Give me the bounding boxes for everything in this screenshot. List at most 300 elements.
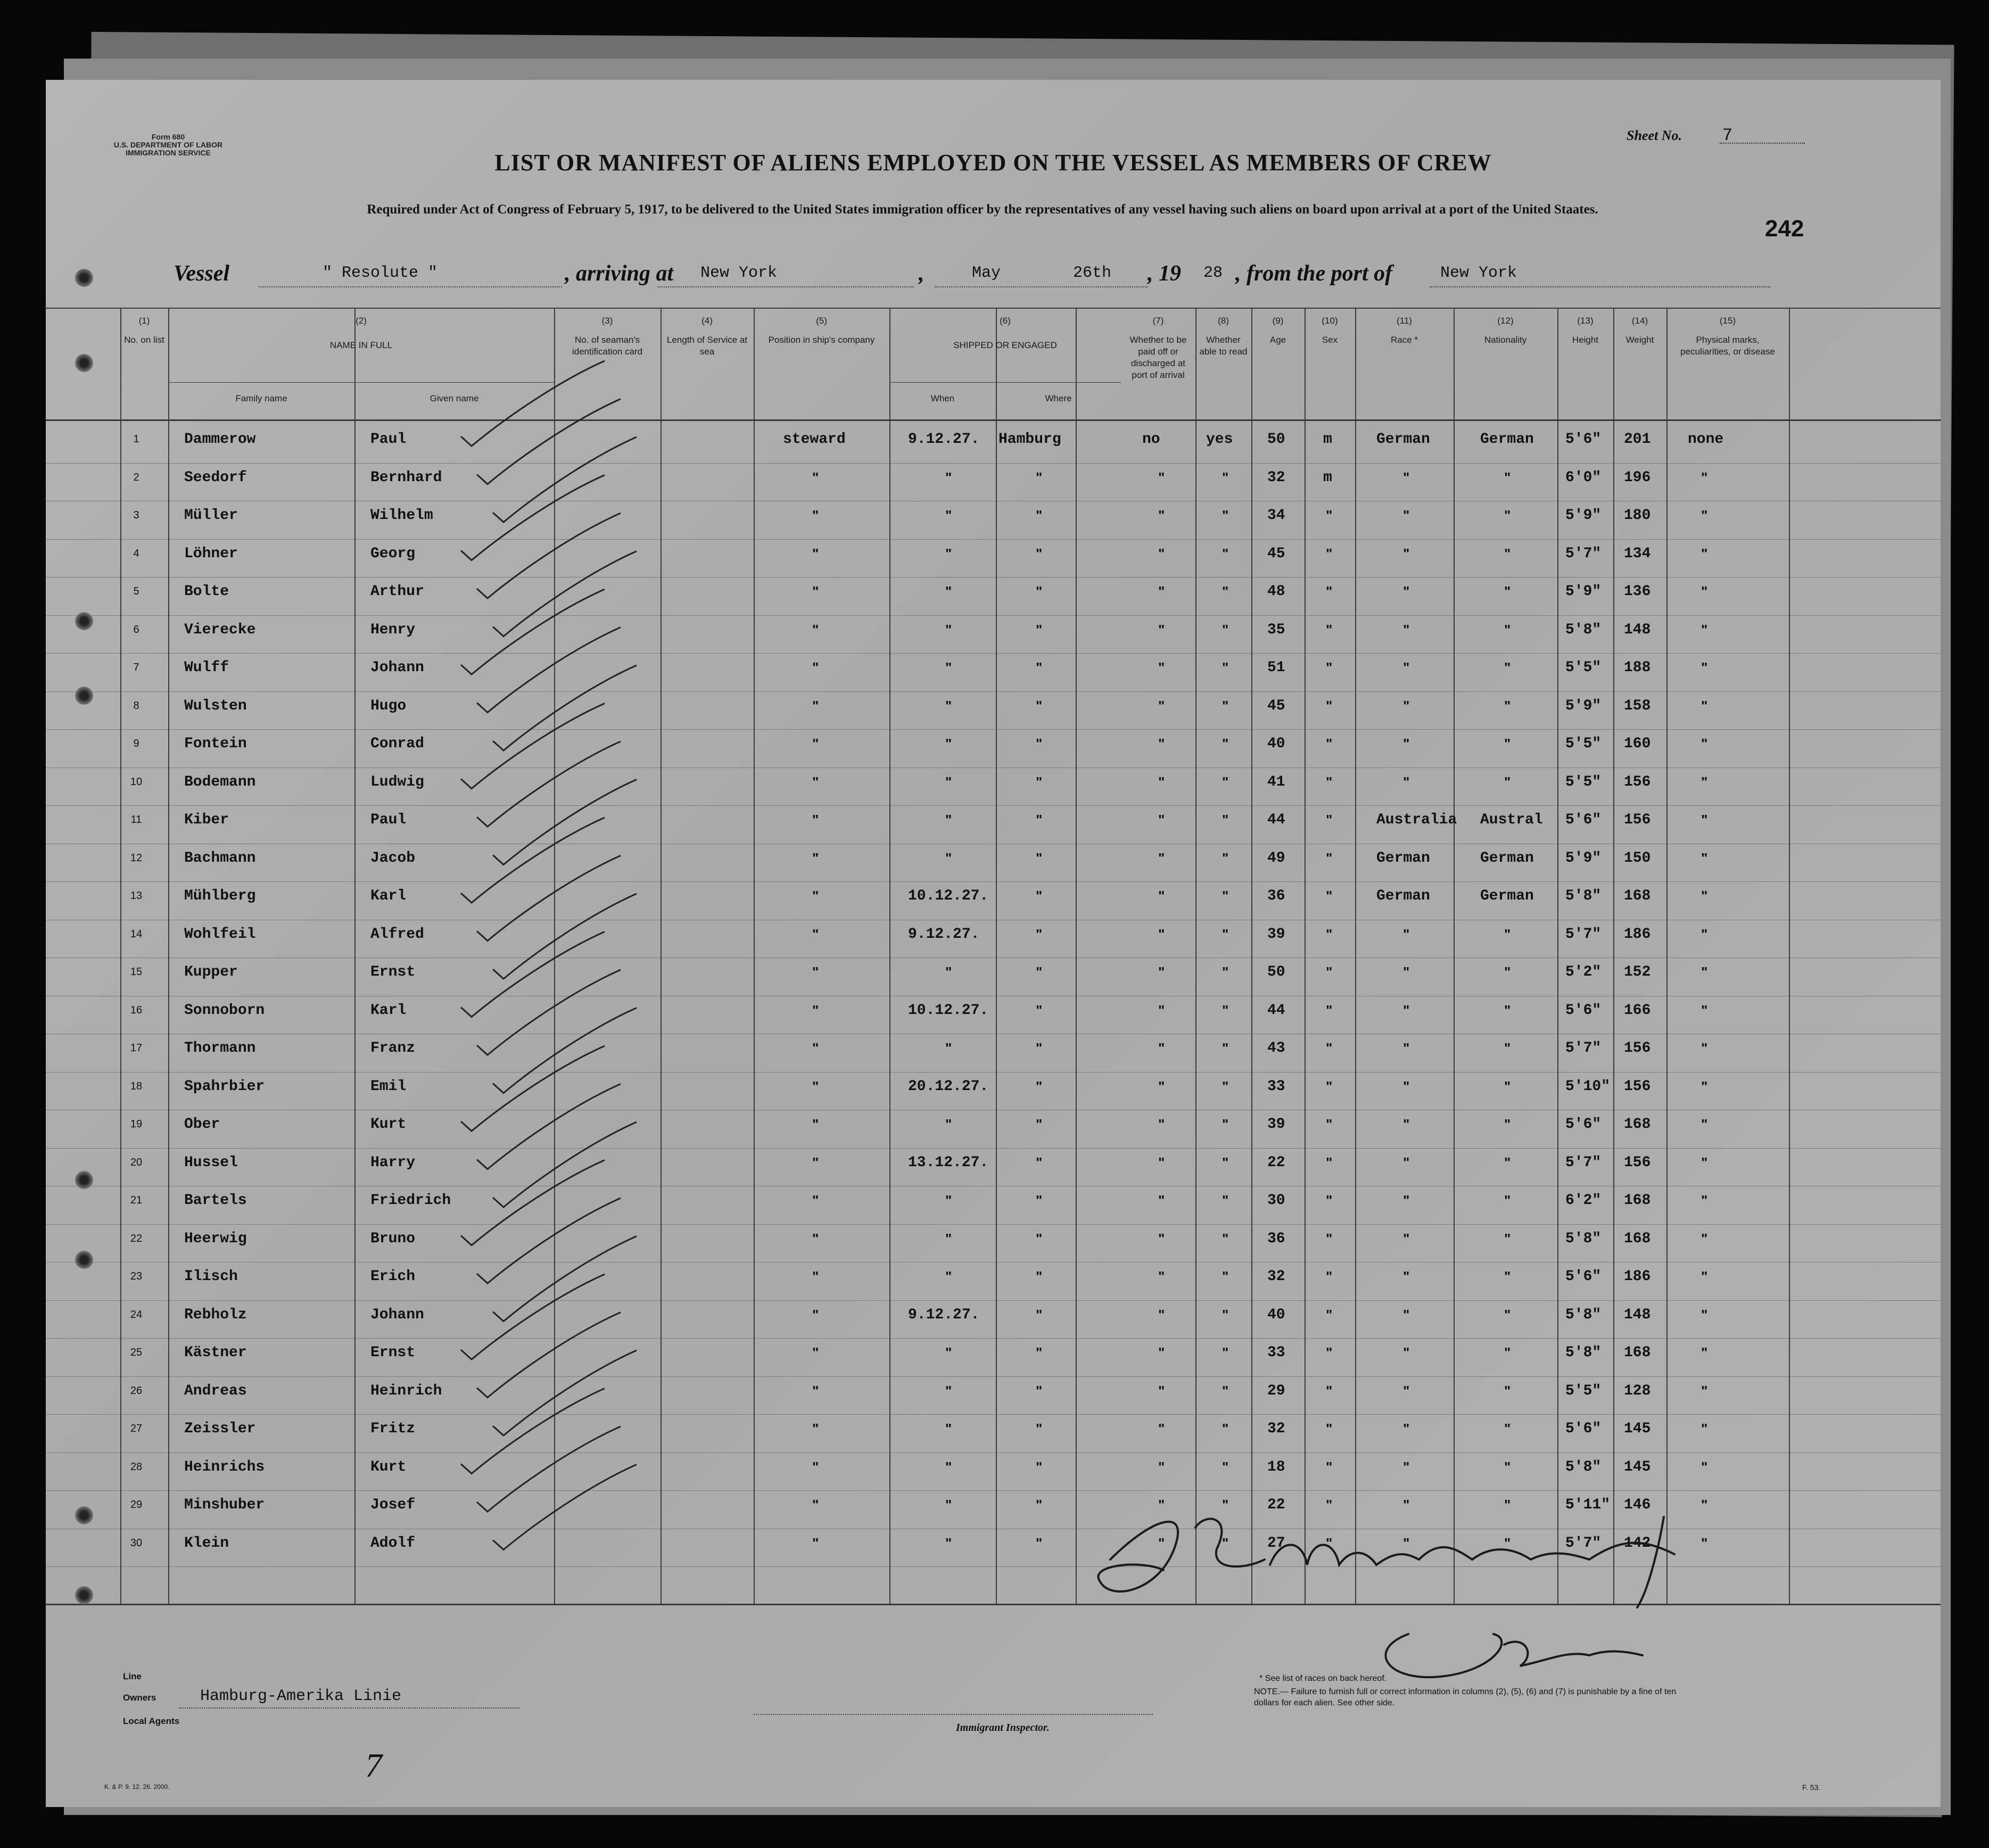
family-name: Fontein <box>184 736 247 752</box>
binding-hole <box>75 687 93 705</box>
column-subheader: Where <box>1045 393 1072 403</box>
date-comma: , <box>919 261 925 286</box>
race-ditto: " <box>1403 1116 1410 1132</box>
weight: 142 <box>1624 1534 1651 1552</box>
weight: 150 <box>1624 849 1651 867</box>
given-name: Karl <box>370 888 407 904</box>
weight: 156 <box>1624 1154 1651 1171</box>
able-to-read-ditto: " <box>1222 1534 1229 1551</box>
height: 5'5" <box>1565 1382 1602 1399</box>
race: Australia <box>1376 812 1457 828</box>
paid-off-ditto: " <box>1158 1306 1165 1323</box>
sex-ditto: " <box>1326 888 1333 904</box>
shipped-where-ditto: " <box>1036 1421 1043 1437</box>
physical-marks-ditto: " <box>1701 1116 1708 1132</box>
paid-off-ditto: " <box>1158 583 1165 599</box>
nationality-ditto: " <box>1504 583 1511 599</box>
row-number: 23 <box>130 1270 143 1282</box>
given-name: Paul <box>370 431 407 448</box>
height: 5'7" <box>1565 926 1602 943</box>
position-ditto: " <box>812 1458 819 1475</box>
able-to-read-ditto: " <box>1222 583 1229 599</box>
check-mark <box>461 1160 605 1245</box>
shipped-when-ditto: " <box>945 1116 952 1132</box>
position-ditto: " <box>812 697 819 714</box>
check-mark <box>493 551 637 637</box>
sex-ditto: " <box>1326 1116 1333 1132</box>
shipped-when: 20.12.27. <box>908 1078 989 1095</box>
shipped-when-ditto: " <box>945 1040 952 1056</box>
height: 5'5" <box>1565 736 1602 752</box>
shipped-where-ditto: " <box>1036 1458 1043 1475</box>
shipped-when-ditto: " <box>945 964 952 980</box>
check-mark <box>461 704 605 789</box>
manifest-subtitle: Required under Act of Congress of February 5, 1917, to be delivered to the United States immigration officer by the representatives of any vessel having such aliens on board upon arrival at a port of the United Staates. <box>367 202 1598 217</box>
check-mark <box>477 1313 621 1398</box>
given-name: Hugo <box>370 697 407 714</box>
paid-off-ditto: " <box>1158 849 1165 866</box>
sex-ditto: " <box>1326 1002 1333 1018</box>
given-name: Ernst <box>370 964 416 980</box>
sex-ditto: " <box>1326 736 1333 752</box>
position-ditto: " <box>812 1421 819 1437</box>
family-name: Dammerow <box>184 431 256 448</box>
family-name: Spahrbier <box>184 1078 265 1095</box>
owners-value: Hamburg-Amerika Linie <box>200 1687 402 1705</box>
physical-marks-ditto: " <box>1701 888 1708 904</box>
height: 5'9" <box>1565 507 1602 524</box>
race-ditto: " <box>1403 1002 1410 1018</box>
nationality-ditto: " <box>1504 659 1511 675</box>
able-to-read-ditto: " <box>1222 1382 1229 1399</box>
family-name: Andreas <box>184 1382 247 1399</box>
position-ditto: " <box>812 1382 819 1399</box>
shipped-when: 9.12.27. <box>908 926 980 943</box>
column-header-15: Physical marks, peculiarities, or disease <box>1680 335 1775 357</box>
shipped-where-ditto: " <box>1036 926 1043 942</box>
shipped-when-ditto: " <box>945 545 952 562</box>
column-number-5: (5) <box>816 316 827 326</box>
row-number: 18 <box>130 1080 143 1092</box>
column-number-3: (3) <box>601 316 613 326</box>
binding-hole <box>75 1171 93 1189</box>
sex-ditto: " <box>1326 812 1333 828</box>
weight: 168 <box>1624 888 1651 904</box>
year-prefix: , 19 <box>1148 261 1181 286</box>
paid-off-ditto: " <box>1158 812 1165 828</box>
sex-ditto: " <box>1326 621 1333 638</box>
physical-marks-ditto: " <box>1701 469 1708 485</box>
nationality-ditto: " <box>1504 1344 1511 1360</box>
age: 33 <box>1267 1344 1285 1361</box>
able-to-read-ditto: " <box>1222 888 1229 904</box>
sheet-number-value: 7 <box>1722 126 1733 145</box>
inspector-signature <box>46 80 1941 1807</box>
age: 34 <box>1267 507 1285 524</box>
weight: 168 <box>1624 1344 1651 1361</box>
column-header-8: Whether able to read <box>1199 335 1248 357</box>
nationality-ditto: " <box>1504 1497 1511 1513</box>
column-number-9: (9) <box>1272 316 1284 326</box>
sex-ditto: " <box>1326 1421 1333 1437</box>
row-number: 24 <box>130 1308 143 1321</box>
given-name: Harry <box>370 1154 416 1171</box>
age: 18 <box>1267 1458 1285 1475</box>
family-name: Löhner <box>184 545 238 562</box>
physical-marks-ditto: " <box>1701 621 1708 638</box>
height: 5'11" <box>1565 1497 1611 1513</box>
column-subheader: Given name <box>430 393 479 403</box>
binding-hole <box>75 354 93 372</box>
physical-marks-ditto: " <box>1701 1344 1708 1360</box>
position-ditto: " <box>812 849 819 866</box>
weight: 148 <box>1624 621 1651 638</box>
sex: m <box>1323 469 1332 486</box>
row-number: 27 <box>130 1423 143 1434</box>
arrival-year: 28 <box>1203 264 1223 282</box>
physical-marks-ditto: " <box>1701 697 1708 714</box>
sex-ditto: " <box>1326 849 1333 866</box>
position-ditto: " <box>812 1344 819 1360</box>
race-ditto: " <box>1403 1230 1410 1247</box>
row-number: 30 <box>130 1537 143 1549</box>
position-ditto: " <box>812 1534 819 1551</box>
able-to-read-ditto: " <box>1222 1116 1229 1132</box>
row-number: 1 <box>133 433 139 445</box>
able-to-read-ditto: " <box>1222 659 1229 675</box>
height: 5'9" <box>1565 697 1602 714</box>
age: 32 <box>1267 1268 1285 1285</box>
paid-off-ditto: " <box>1158 964 1165 980</box>
shipped-when-ditto: " <box>945 1230 952 1247</box>
given-name: Heinrich <box>370 1382 442 1399</box>
row-number: 12 <box>130 852 143 864</box>
row-number: 21 <box>130 1194 143 1206</box>
age: 36 <box>1267 888 1285 904</box>
weight: 152 <box>1624 964 1651 980</box>
shipped-where-ditto: " <box>1036 1534 1043 1551</box>
check-mark <box>477 741 621 827</box>
nationality-ditto: " <box>1504 621 1511 638</box>
row-number: 26 <box>130 1384 143 1397</box>
position-ditto: " <box>812 736 819 752</box>
physical-marks-ditto: " <box>1701 1002 1708 1018</box>
given-name: Josef <box>370 1497 416 1513</box>
position-ditto: " <box>812 1154 819 1170</box>
position-ditto: " <box>812 812 819 828</box>
physical-marks-ditto: " <box>1701 1421 1708 1437</box>
column-number-14: (14) <box>1631 316 1648 326</box>
sex-ditto: " <box>1326 1192 1333 1208</box>
column-number-10: (10) <box>1322 316 1338 326</box>
given-name: Franz <box>370 1040 416 1057</box>
paid-off-ditto: " <box>1158 507 1165 523</box>
check-mark <box>477 513 621 598</box>
given-name: Bernhard <box>370 469 442 486</box>
check-mark <box>493 1236 637 1322</box>
check-mark <box>493 894 637 979</box>
paid-off-ditto: " <box>1158 1268 1165 1284</box>
position-ditto: " <box>812 621 819 638</box>
nationality-ditto: " <box>1504 697 1511 714</box>
check-mark <box>461 1274 605 1359</box>
column-number-15: (15) <box>1719 316 1736 326</box>
given-name: Bruno <box>370 1230 416 1247</box>
check-mark <box>477 856 621 941</box>
sex-ditto: " <box>1326 1534 1333 1551</box>
paid-off-ditto: " <box>1158 659 1165 675</box>
position-ditto: " <box>812 545 819 562</box>
column-header-1: No. on list <box>124 335 164 345</box>
check-mark <box>461 475 605 560</box>
race-ditto: " <box>1403 507 1410 523</box>
paid-off-ditto: " <box>1158 888 1165 904</box>
weight: 168 <box>1624 1116 1651 1133</box>
shipped-when: 9.12.27. <box>908 431 980 448</box>
age: 39 <box>1267 1116 1285 1133</box>
column-number-8: (8) <box>1218 316 1229 326</box>
paid-off: no <box>1142 431 1160 448</box>
given-name: Ernst <box>370 1344 416 1361</box>
family-name: Wulsten <box>184 697 247 714</box>
row-number: 13 <box>130 890 143 902</box>
nationality-ditto: " <box>1504 1268 1511 1284</box>
height: 5'8" <box>1565 1306 1602 1323</box>
binding-hole <box>75 1251 93 1269</box>
row-number: 6 <box>133 623 139 636</box>
height: 5'5" <box>1565 659 1602 676</box>
shipped-when: 13.12.27. <box>908 1154 989 1171</box>
shipped-where-ditto: " <box>1036 1154 1043 1170</box>
age: 44 <box>1267 1002 1285 1019</box>
family-name: Bachmann <box>184 849 256 867</box>
physical-marks-ditto: " <box>1701 849 1708 866</box>
shipped-when-ditto: " <box>945 1458 952 1475</box>
column-number-12: (12) <box>1497 316 1514 326</box>
position-ditto: " <box>812 1192 819 1208</box>
binding-hole <box>75 1586 93 1604</box>
row-number: 19 <box>130 1118 143 1130</box>
height: 5'7" <box>1565 545 1602 562</box>
row-number: 11 <box>130 814 142 826</box>
sex-ditto: " <box>1326 1497 1333 1513</box>
shipped-where-ditto: " <box>1036 1002 1043 1018</box>
physical-marks-ditto: " <box>1701 659 1708 675</box>
given-name: Arthur <box>370 583 424 600</box>
race-ditto: " <box>1403 1040 1410 1056</box>
position-ditto: " <box>812 1268 819 1284</box>
row-number: 4 <box>133 547 139 559</box>
family-name: Sonnoborn <box>184 1002 265 1019</box>
physical-marks-ditto: " <box>1701 1230 1708 1247</box>
nationality-ditto: " <box>1504 1534 1511 1551</box>
vessel-name: " Resolute " <box>323 264 438 282</box>
height: 5'6" <box>1565 1421 1602 1437</box>
sex-ditto: " <box>1326 659 1333 675</box>
sex-ditto: " <box>1326 1458 1333 1475</box>
height: 5'6" <box>1565 1268 1602 1285</box>
height: 6'2" <box>1565 1192 1602 1209</box>
able-to-read-ditto: " <box>1222 812 1229 828</box>
given-name: Adolf <box>370 1534 416 1552</box>
shipped-where-ditto: " <box>1036 1040 1043 1056</box>
able-to-read-ditto: " <box>1222 697 1229 714</box>
printer-code: K. & P. 9. 12. 26. 2000. <box>104 1783 170 1791</box>
department-name: U.S. DEPARTMENT OF LABOR <box>113 141 223 149</box>
paid-off-ditto: " <box>1158 1421 1165 1437</box>
row-number: 9 <box>133 738 139 749</box>
able-to-read-ditto: " <box>1222 1344 1229 1360</box>
shipped-where-ditto: " <box>1036 1078 1043 1094</box>
check-mark <box>477 399 621 484</box>
column-header-4: Length of Service at sea <box>666 335 748 357</box>
row-number: 16 <box>130 1004 143 1016</box>
family-name: Mühlberg <box>184 888 256 904</box>
races-note: * See list of races on back hereof. <box>1259 1674 1387 1683</box>
physical-marks-ditto: " <box>1701 964 1708 980</box>
height: 5'6" <box>1565 812 1602 828</box>
height: 5'2" <box>1565 964 1602 980</box>
height: 5'8" <box>1565 888 1602 904</box>
family-name: Kiber <box>184 812 229 828</box>
column-header-10: Sex <box>1322 335 1338 345</box>
able-to-read-ditto: " <box>1222 1040 1229 1056</box>
given-name: Kurt <box>370 1458 407 1475</box>
nationality-ditto: " <box>1504 1040 1511 1056</box>
shipped-when-ditto: " <box>945 773 952 790</box>
paid-off-ditto: " <box>1158 926 1165 942</box>
position-ditto: " <box>812 926 819 942</box>
weight: 145 <box>1624 1421 1651 1437</box>
physical-marks-ditto: " <box>1701 926 1708 942</box>
position-ditto: " <box>812 964 819 980</box>
sheet-number-label: Sheet No. <box>1627 128 1682 143</box>
given-name: Fritz <box>370 1421 416 1437</box>
paid-off-ditto: " <box>1158 1078 1165 1094</box>
height: 6'0" <box>1565 469 1602 486</box>
able-to-read-ditto: " <box>1222 621 1229 638</box>
shipped-when-ditto: " <box>945 1382 952 1399</box>
paid-off-ditto: " <box>1158 545 1165 562</box>
column-subheader: When <box>930 393 955 403</box>
race-ditto: " <box>1403 1154 1410 1170</box>
paid-off-ditto: " <box>1158 1458 1165 1475</box>
age: 22 <box>1267 1154 1285 1171</box>
local-agents-label: Local Agents <box>123 1716 180 1726</box>
sex-ditto: " <box>1326 1040 1333 1056</box>
paid-off-ditto: " <box>1158 1230 1165 1247</box>
family-name: Wulff <box>184 659 229 676</box>
shipped-when-ditto: " <box>945 621 952 638</box>
weight: 145 <box>1624 1458 1651 1475</box>
check-mark <box>477 970 621 1055</box>
shipped-where-ditto: " <box>1036 1497 1043 1513</box>
weight: 136 <box>1624 583 1651 600</box>
paid-off-ditto: " <box>1158 697 1165 714</box>
able-to-read-ditto: " <box>1222 1230 1229 1247</box>
nationality-ditto: " <box>1504 736 1511 752</box>
family-name: Bartels <box>184 1192 247 1209</box>
vessel-label: Vessel <box>174 261 229 286</box>
family-name: Wohlfeil <box>184 926 256 943</box>
position-ditto: " <box>812 507 819 523</box>
shipped-when: 10.12.27. <box>908 1002 989 1019</box>
nationality-ditto: " <box>1504 545 1511 562</box>
physical-marks-ditto: " <box>1701 1192 1708 1208</box>
age: 30 <box>1267 1192 1285 1209</box>
paid-off-ditto: " <box>1158 1344 1165 1360</box>
height: 5'8" <box>1565 621 1602 638</box>
nationality-ditto: " <box>1504 773 1511 790</box>
position-ditto: " <box>812 659 819 675</box>
height: 5'9" <box>1565 583 1602 600</box>
family-name: Ilisch <box>184 1268 238 1285</box>
shipped-when-ditto: " <box>945 1192 952 1208</box>
able-to-read-ditto: " <box>1222 926 1229 942</box>
race-ditto: " <box>1403 736 1410 752</box>
nationality-ditto: " <box>1504 1458 1511 1475</box>
age: 45 <box>1267 697 1285 714</box>
check-mark <box>493 1008 637 1093</box>
sex-ditto: " <box>1326 1382 1333 1399</box>
sex-ditto: " <box>1326 773 1333 790</box>
shipped-when: 10.12.27. <box>908 888 989 904</box>
race-ditto: " <box>1403 926 1410 942</box>
row-number: 5 <box>133 585 139 597</box>
arrival-day: 26th <box>1073 264 1112 282</box>
physical-marks: none <box>1688 431 1724 448</box>
sex-ditto: " <box>1326 1344 1333 1360</box>
column-number-13: (13) <box>1577 316 1594 326</box>
race-ditto: " <box>1403 469 1410 485</box>
shipped-where-ditto: " <box>1036 849 1043 866</box>
nationality-ditto: " <box>1504 1116 1511 1132</box>
age: 50 <box>1267 964 1285 980</box>
race-ditto: " <box>1403 697 1410 714</box>
nationality-ditto: " <box>1504 926 1511 942</box>
check-mark <box>477 1198 621 1283</box>
weight: 156 <box>1624 773 1651 790</box>
race: German <box>1376 888 1430 904</box>
paid-off-ditto: " <box>1158 1382 1165 1399</box>
height: 5'6" <box>1565 1116 1602 1133</box>
weight: 166 <box>1624 1002 1651 1019</box>
height: 5'9" <box>1565 849 1602 867</box>
nationality-ditto: " <box>1504 1230 1511 1247</box>
shipped-where-ditto: " <box>1036 507 1043 523</box>
race-ditto: " <box>1403 1421 1410 1437</box>
family-name: Bolte <box>184 583 229 600</box>
sex-ditto: " <box>1326 1268 1333 1284</box>
weight: 180 <box>1624 507 1651 524</box>
given-name: Alfred <box>370 926 424 943</box>
height: 5'8" <box>1565 1458 1602 1475</box>
age: 27 <box>1267 1534 1285 1552</box>
check-mark <box>477 628 621 713</box>
shipped-where-ditto: " <box>1036 469 1043 485</box>
row-number: 7 <box>133 662 139 673</box>
height: 5'6" <box>1565 1002 1602 1019</box>
sex-ditto: " <box>1326 545 1333 562</box>
nationality-ditto: " <box>1504 469 1511 485</box>
family-name: Vierecke <box>184 621 256 638</box>
age: 36 <box>1267 1230 1285 1247</box>
shipped-where-ditto: " <box>1036 888 1043 904</box>
weight: 156 <box>1624 1078 1651 1095</box>
age: 41 <box>1267 773 1285 790</box>
age: 40 <box>1267 1306 1285 1323</box>
row-number: 22 <box>130 1232 143 1244</box>
